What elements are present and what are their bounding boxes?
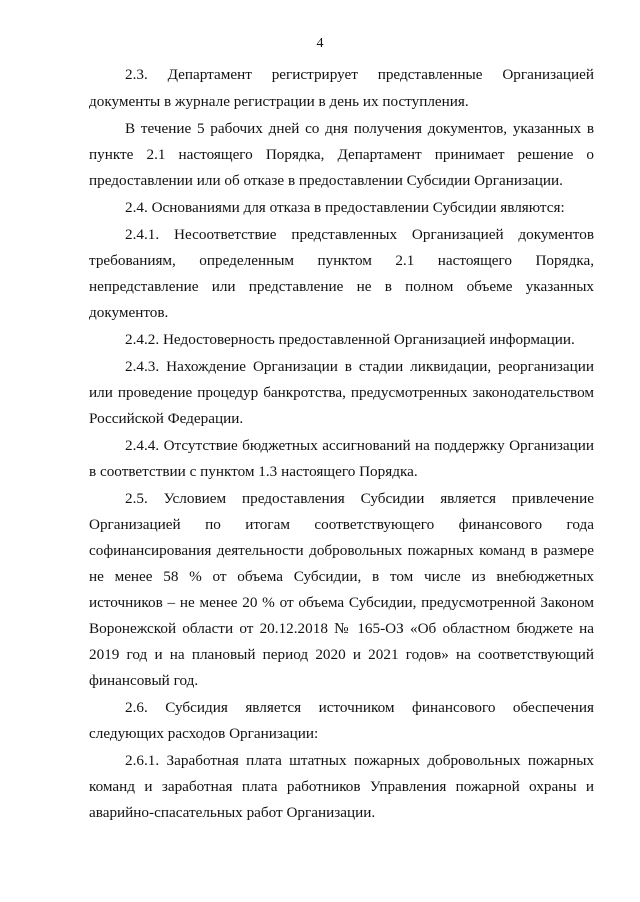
paragraph-2-4-2: 2.4.2. Недостоверность предоставленной Организацией информации.: [125, 331, 575, 348]
paragraph-2-4: 2.4. Основаниями для отказа в предоставлении Субсидии являются:: [125, 199, 565, 216]
paragraph-2-4-3: 2.4.3. Нахождение Организации в стадии ликвидации, реорганизации или проведение процедур банкротства, предусмотренных законодательством Российской Федерации.: [89, 358, 594, 427]
paragraph-2-3-line1: 2.3. Департамент регистрирует представленные Организацией: [125, 66, 594, 83]
paragraph-2-4-4: 2.4.4. Отсутствие бюджетных ассигнований на поддержку Организации в соответствии с пунктом 1.3 настоящего Порядка.: [89, 437, 594, 480]
paragraph-2-6: 2.6. Субсидия является источником финансового обеспечения следующих расходов Организации:: [89, 699, 594, 742]
page-number: 4: [316, 36, 324, 51]
paragraph-2-6-1: 2.6.1. Заработная плата штатных пожарных добровольных пожарных команд и заработная плата работников Управления пожарной охраны и аварийно-спасательных работ Организации.: [89, 752, 594, 821]
document-body: [89, 62, 594, 827]
paragraph-2-3-line2: документы в журнале регистрации в день их поступления.: [89, 93, 469, 110]
paragraph-5-days: В течение 5 рабочих дней со дня получения документов, указанных в пункте 2.1 настоящего Порядка, Департамент принимает решение о предоставлении или об отказе в предоставлении Субсидии Организации.: [89, 120, 594, 189]
paragraph-2-4-1: 2.4.1. Несоответствие представленных Организацией документов требованиям, определенным пунктом 2.1 настоящего Порядка, непредставление или представление не в полном объеме указанных документов.: [89, 226, 594, 321]
paragraph-2-5: 2.5. Условием предоставления Субсидии является привлечение Организацией по итогам соответствующего финансового года софинансирования деятельности добровольных пожарных команд в размере не менее 58 % от объема Субсидии, в том числе из внебюджетных источников – не менее 20 % от объема Субсидии, предусмотренной Законом Воронежской области от 20.12.2018 № 165-ОЗ «Об областном бюджете на 2019 год и на плановый период 2020 и 2021 годов» на соответствующий финансовый год.: [89, 490, 594, 689]
